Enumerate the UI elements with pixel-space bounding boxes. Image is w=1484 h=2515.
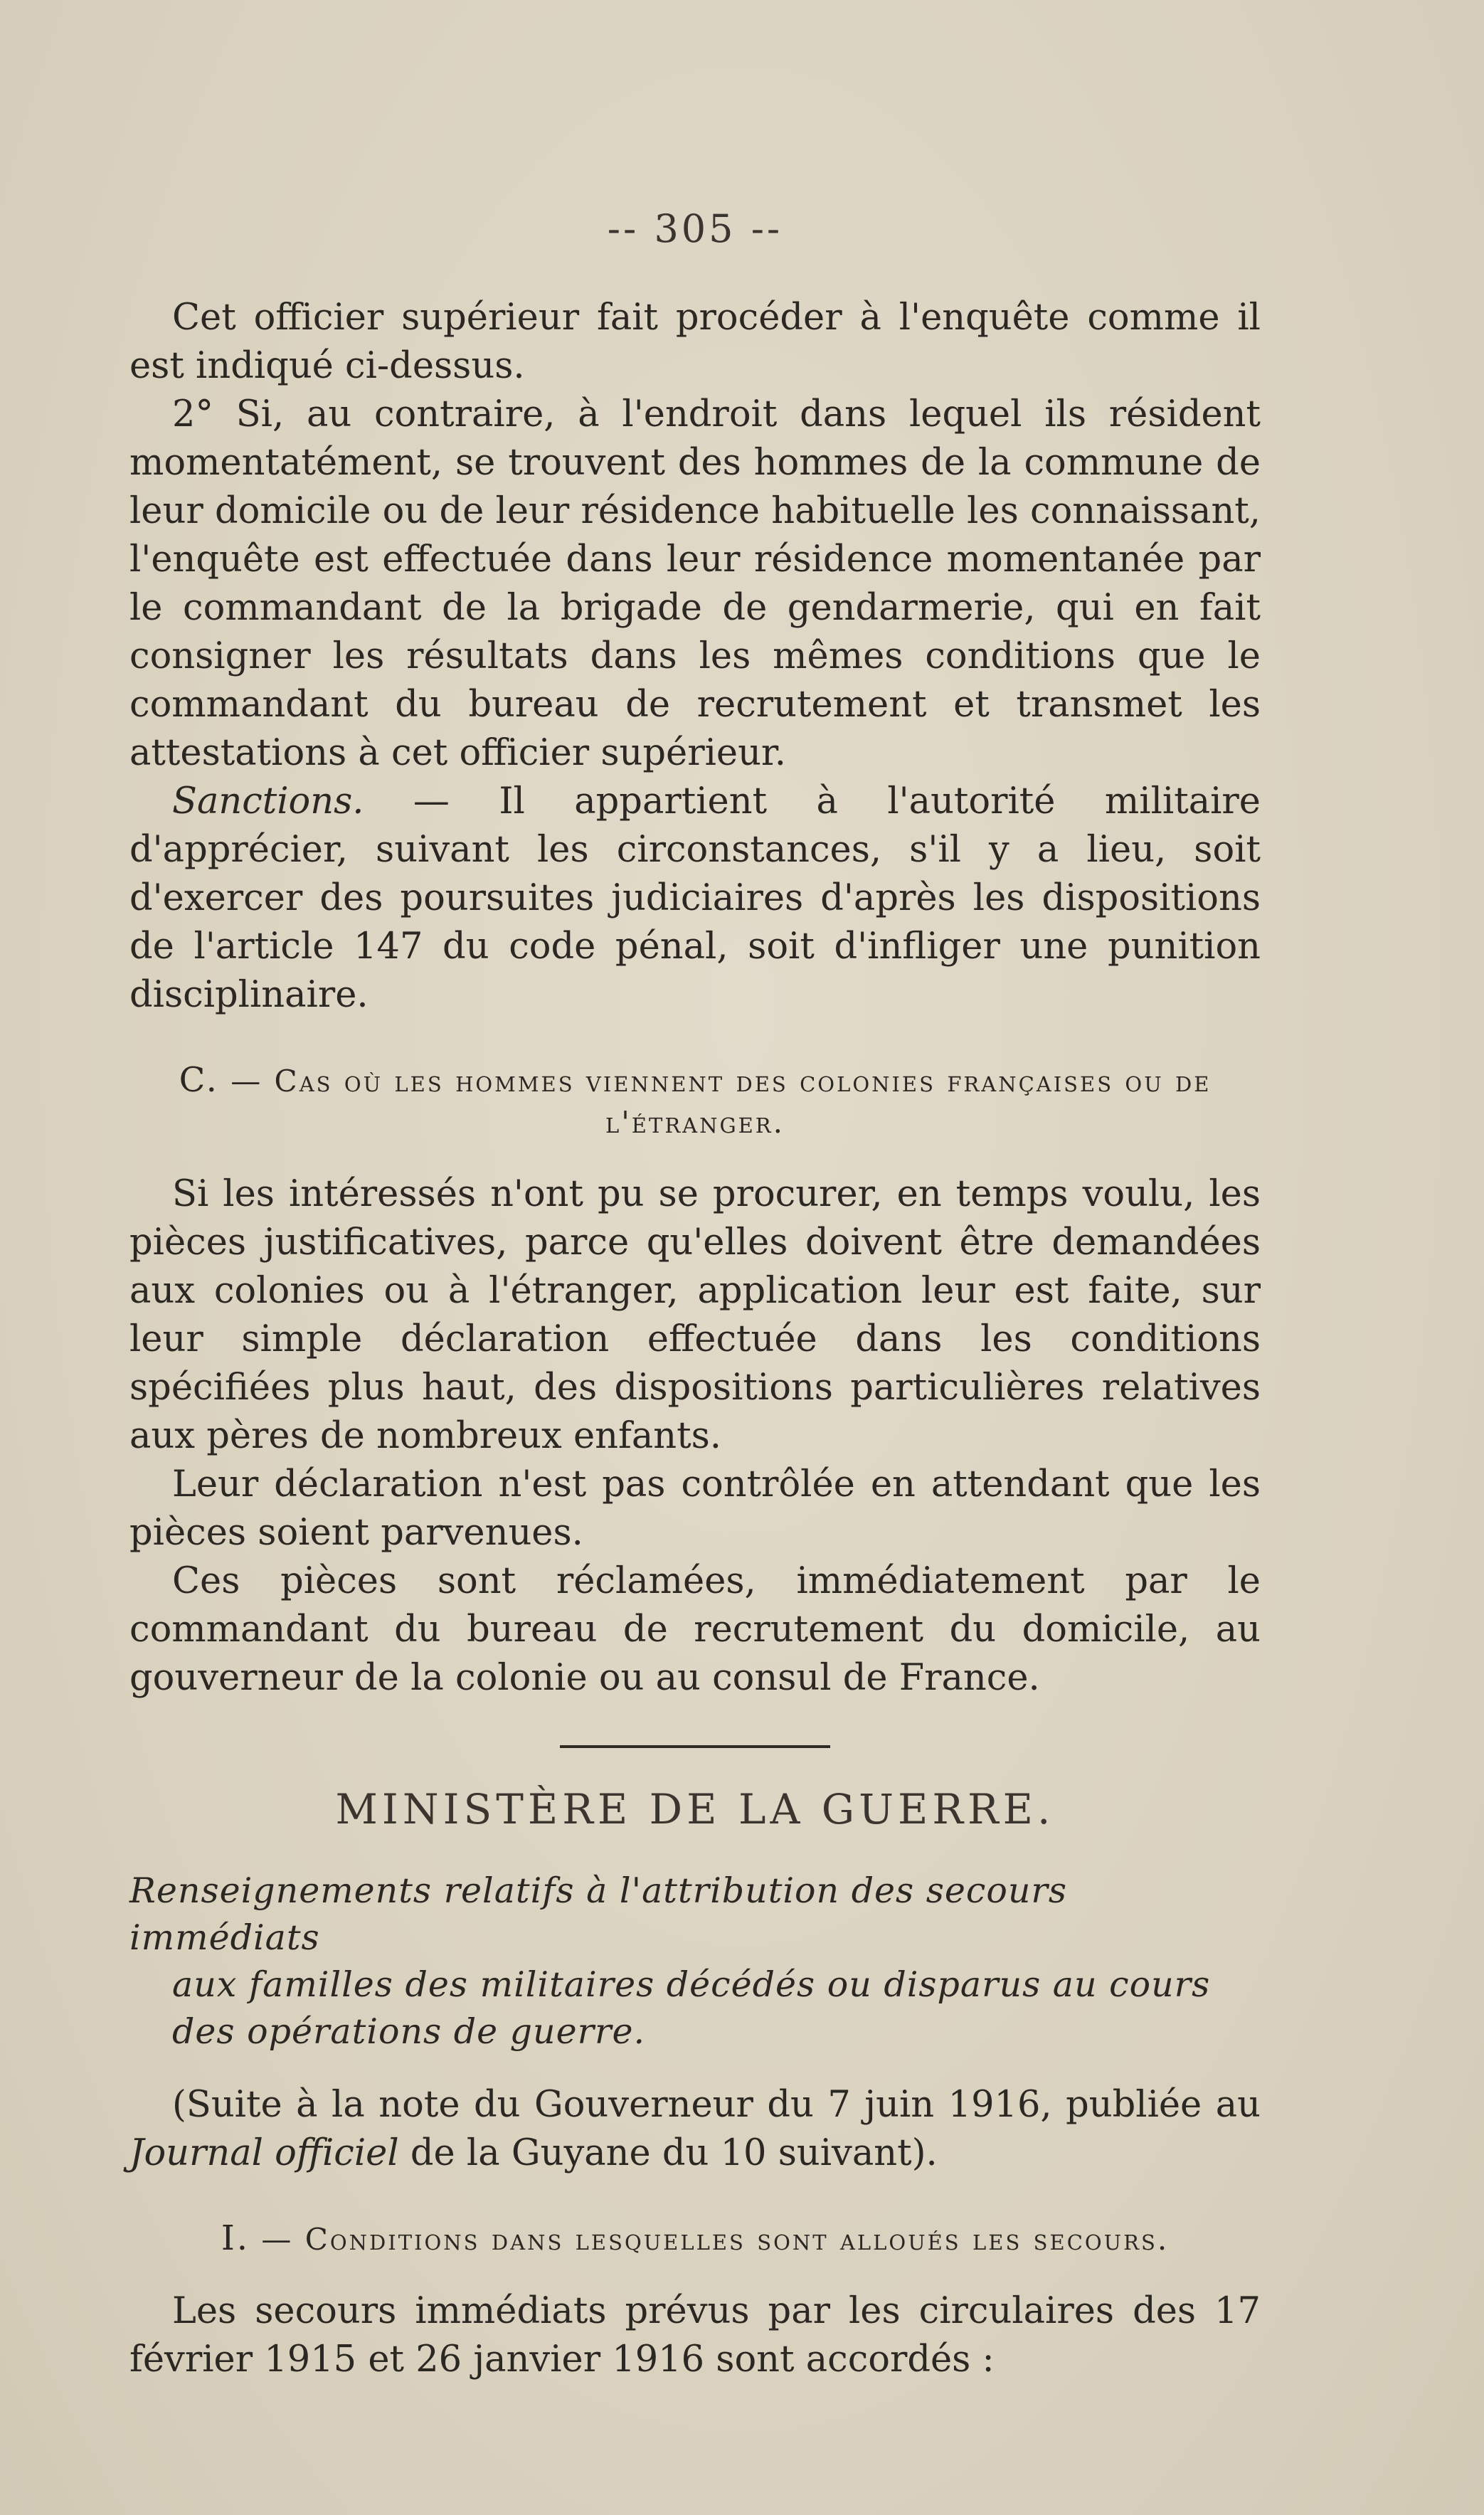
- section-c-title: — Cas où les hommes viennent des colonies françaises ou de l'étranger.: [218, 1064, 1212, 1140]
- section-1-heading: [129, 2218, 1261, 2260]
- paragraph-pieces: Ces pièces sont réclamées, immédiatement par le commandant du bureau de recrutement du domicile, au gouverneur de la colonie ou au consul de France.: [129, 1560, 1261, 1699]
- paragraph-suite: [129, 2081, 1261, 2178]
- secours-heading-line2: aux familles des militaires décédés ou disparus au cours des opérations de guerre.: [172, 1964, 1211, 2052]
- paragraph-enquete: Cet officier supérieur fait procéder à l'enquête comme il est indiqué ci-dessus.: [129, 297, 1261, 387]
- paragraph-sanctions: [129, 778, 1261, 1020]
- section-c-heading: [129, 1059, 1261, 1143]
- section-divider: [560, 1745, 830, 1748]
- paragraph-secours: Les secours immédiats prévus par les circulaires des 17 février 1915 et 26 janvier 1916 sont accordés :: [129, 2290, 1261, 2381]
- journal-officiel: Journal officiel: [129, 2132, 399, 2174]
- secours-heading-line1: Renseignements relatifs à l'attribution des secours immédiats: [129, 1870, 1067, 1958]
- ministry-heading: MINISTÈRE DE LA GUERRE.: [335, 1785, 1055, 1833]
- text-column: [129, 206, 1261, 2384]
- paragraph-declaration: Leur déclaration n'est pas contrôlée en attendant que les pièces soient parvenues.: [129, 1463, 1261, 1554]
- section-c-letter: C.: [179, 1060, 219, 1100]
- section-1-number: I.: [221, 2218, 250, 2258]
- suite-after: de la Guyane du 10 suivant).: [398, 2132, 938, 2174]
- secours-heading: [129, 1868, 1261, 2055]
- sanctions-text: — Il appartient à l'autorité militaire d'apprécier, suivant les circonstances, s'il y a lieu, soit d'exercer des poursuites judiciaires d'après les dispositions de l'article 147 du code pénal, soit d'infliger une punition disciplinaire.: [129, 780, 1261, 1016]
- page-number: -- 305 --: [607, 206, 783, 251]
- suite-before: (Suite à la note du Gouverneur du 7 juin 1916, publiée au: [172, 2084, 1261, 2126]
- section-1-title: — Conditions dans lesquelles sont alloués les secours.: [250, 2222, 1170, 2257]
- paragraph-interesses: Si les intéressés n'ont pu se procurer, en temps voulu, les pièces justificatives, parce qu'elles doivent être demandées aux colonies ou à l'étranger, application leur est faite, sur leur simple déclaration effectuée dans les conditions spécifiées plus haut, des dispositions particulières relatives aux pères de nombreux enfants.: [129, 1173, 1261, 1457]
- sanctions-label: Sanctions.: [172, 780, 364, 822]
- paragraph-residence: 2° Si, au contraire, à l'endroit dans lequel ils résident momentatément, se trouvent des hommes de la commune de leur domicile ou de leur résidence habituelle les connaissant, l'enquête est effectuée dans leur résidence momentanée par le commandant de la brigade de gendarmerie, qui en fait consigner les résultats dans les mêmes conditions que le commandant du bureau de recrutement et transmet les attestations à cet officier supérieur.: [129, 393, 1261, 774]
